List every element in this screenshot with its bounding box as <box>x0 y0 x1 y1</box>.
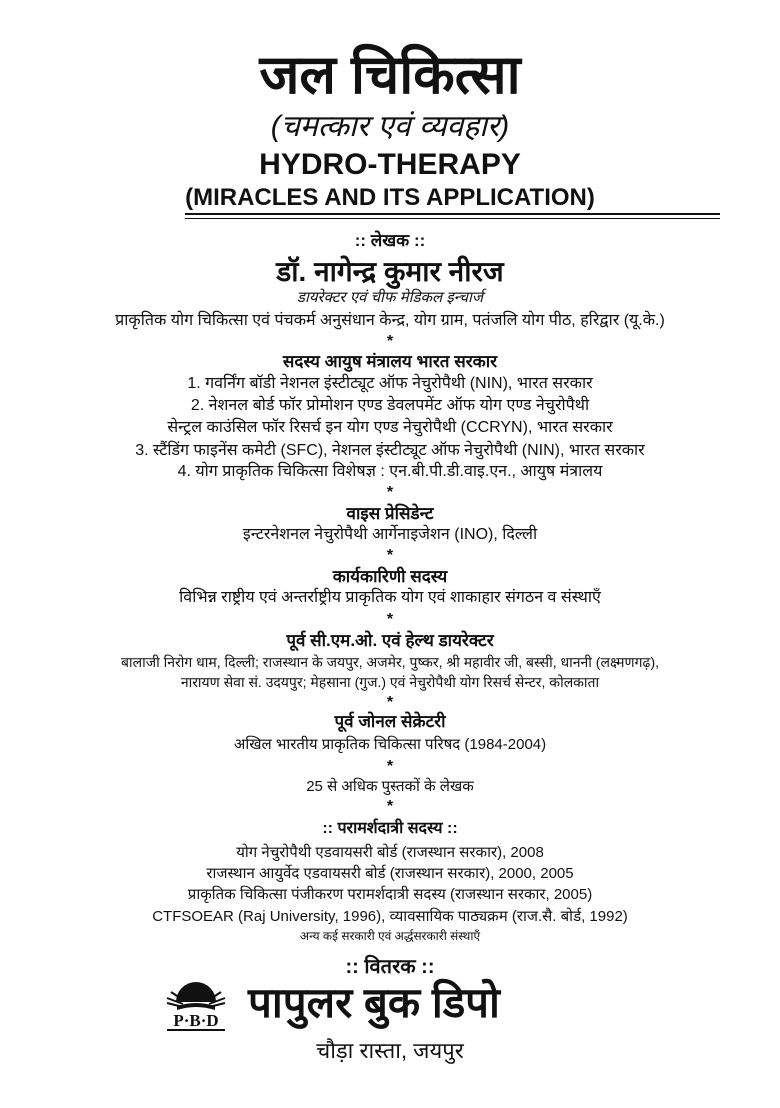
ayush-item: 2. नेशनल बोर्ड फॉर प्रोमोशन एण्ड डेवलपमेंट ऑफ योग एण्ड नेचुरोपैथी <box>190 397 590 414</box>
advisory-line: CTFSOEAR (Raj University, 1996), व्यावसायिक पाठ्यक्रम (राज.सै. बोर्ड, 1992) <box>152 908 628 925</box>
zonal-heading: पूर्व जोनल सेक्रेटरी <box>334 712 446 731</box>
executive-text: विभिन्न राष्ट्रीय एवं अन्तर्राष्ट्रीय प्राकृतिक योग एवं शाकाहार संगठन व संस्थाएँ <box>179 589 601 606</box>
books-text: 25 से अधिक पुस्तकों के लेखक <box>306 778 474 795</box>
separator: * <box>386 758 394 775</box>
former-cmo-line: नारायण सेवा सं. उदयपुर; मेहसाना (गुज.) एवं नेचुरोपैथी योग रिसर्च सेन्टर, कोलकाता <box>180 674 600 690</box>
separator: * <box>386 694 394 711</box>
author-designation: डायरेक्टर एवं चीफ मेडिकल इन्चार्ज <box>296 289 484 306</box>
distributor-heading: :: वितरक :: <box>345 956 435 978</box>
ayush-item: 4. योग प्राकृतिक चिकित्सा विशेषज्ञ : एन.बी.पी.डी.वाइ.एन., आयुष मंत्रालय <box>177 463 603 480</box>
author-heading: :: लेखक :: <box>354 231 426 250</box>
ayush-heading: सदस्य आयुष मंत्रालय भारत सरकार <box>282 352 498 371</box>
separator: * <box>386 484 394 501</box>
separator: * <box>386 611 394 628</box>
ayush-item: 1. गवर्निंग बॉडी नेशनल इंस्टीट्यूट ऑफ नेचुरोपैथी (NIN), भारत सरकार <box>187 375 593 392</box>
author-name: डॉ. नागेन्द्र कुमार नीरज <box>276 256 504 287</box>
ayush-item: 3. स्टैंडिंग फाइनेंस कमेटी (SFC), नेशनल इंस्टीट्यूट ऑफ नेचुरोपैथी (NIN), भारत सरकार <box>135 442 645 459</box>
vice-president-text: इन्टरनेशनल नेचुरोपैथी आर्गेनाइजेशन (INO), दिल्ली <box>242 526 538 543</box>
advisory-line: योग नेचुरोपैथी एडवायसरी बोर्ड (राजस्थान सरकार), 2008 <box>236 844 544 861</box>
former-cmo-heading: पूर्व सी.एम.ओ. एवं हेल्थ डायरेक्टर <box>286 631 494 650</box>
hindi-subtitle: (चमत्कार एवं व्यवहार) <box>270 110 510 143</box>
executive-heading: कार्यकारिणी सदस्य <box>332 567 448 586</box>
distributor-name: पापुलर बुक डिपो <box>248 979 500 1026</box>
divider <box>185 218 720 219</box>
advisory-line: राजस्थान आयुर्वेद एडवायसरी बोर्ड (राजस्थान सरकार), 2000, 2005 <box>206 865 574 882</box>
advisory-heading: :: परामर्शदात्री सदस्य :: <box>322 820 458 837</box>
english-title: HYDRO-THERAPY <box>259 148 521 181</box>
divider <box>185 213 720 215</box>
book-sunburst-icon <box>163 972 229 1032</box>
advisory-line: प्राकृतिक चिकित्सा पंजीकरण परामर्शदात्री सदस्य (राजस्थान सरकार, 2005) <box>187 886 593 903</box>
ayush-item: सेन्ट्रल काउंसिल फॉर रिसर्च इन योग एण्ड नेचुरोपैथी (CCRYN), भारत सरकार <box>167 419 613 436</box>
former-cmo-line: बालाजी निरोग धाम, दिल्ली; राजस्थान के जयपुर, अजमेर, पुष्कर, श्री महावीर जी, बस्सी, धाननी (लक्ष्मणगढ़), <box>120 654 659 670</box>
distributor-address: चौड़ा रास्ता, जयपुर <box>316 1038 464 1063</box>
vice-president-heading: वाइस प्रेसिडेन्ट <box>346 504 434 523</box>
separator: * <box>386 547 394 564</box>
advisory-line: अन्य कई सरकारी एवं अर्द्धसरकारी संस्थाएँ <box>299 929 481 943</box>
separator: * <box>386 798 394 815</box>
zonal-text: अखिल भारतीय प्राकृतिक चिकित्सा परिषद (1984-2004) <box>233 736 547 753</box>
english-subtitle: (MIRACLES AND ITS APPLICATION) <box>185 184 595 211</box>
logo-text: P·B·D <box>173 1011 219 1030</box>
author-institution: प्राकृतिक योग चिकित्सा एवं पंचकर्म अनुसंधान केन्द्र, योग ग्राम, पतंजलि योग पीठ, हरिद्वार (यू.के.) <box>115 312 665 329</box>
publisher-logo <box>163 972 229 1032</box>
hindi-title: जल चिकित्सा <box>259 45 521 105</box>
separator: * <box>386 333 394 350</box>
